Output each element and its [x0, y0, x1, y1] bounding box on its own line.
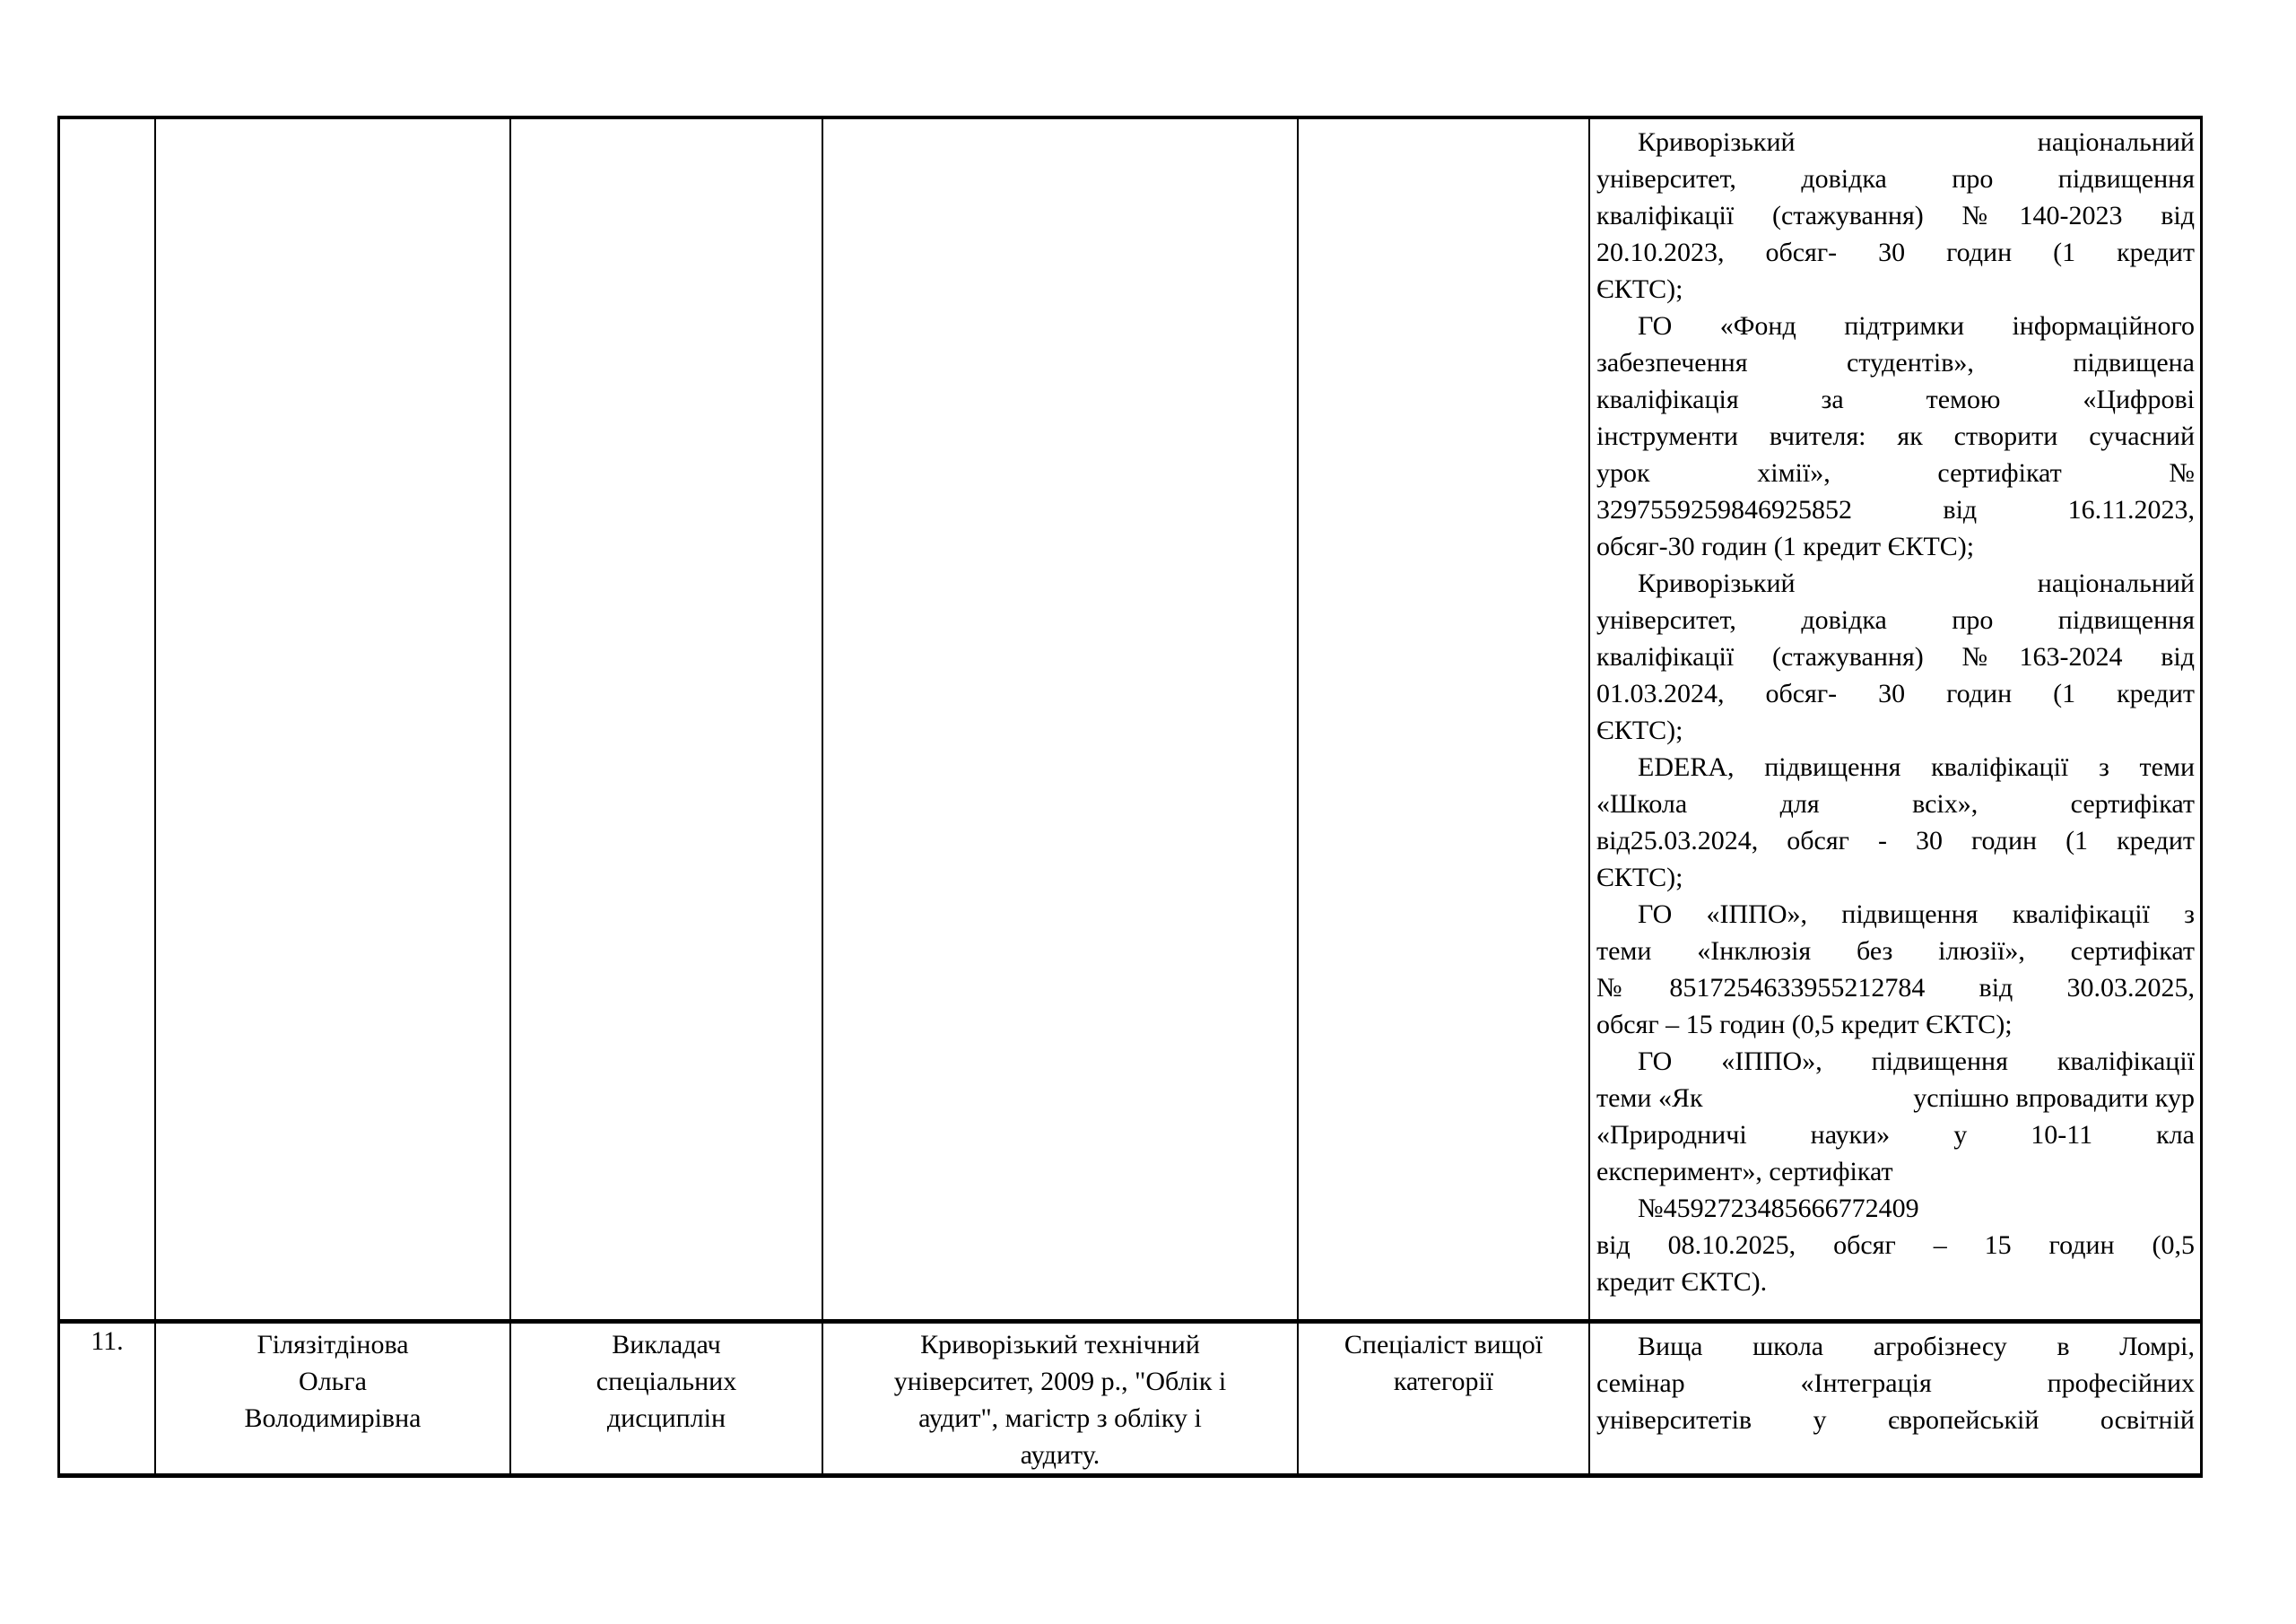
text-line: №8517254633955212784 від 30.03.2025, — [1596, 973, 2195, 1003]
qualification-cell — [1590, 119, 2200, 1319]
text-line: університет, довідка про підвищення — [1596, 164, 2195, 194]
text-line: кредит ЄКТС). — [1596, 1267, 1768, 1297]
text-fragment: теми «Як — [1596, 1083, 1703, 1113]
text-line: Ольга — [299, 1367, 367, 1396]
text-line: ЄКТС); — [1596, 863, 1683, 892]
text-line: Криворізький національний — [1638, 127, 2195, 157]
text-line: теми «Інклюзія без ілюзії», сертифікат — [1596, 936, 2195, 966]
row-number-cell — [60, 119, 156, 1319]
text-line: ГО «Фонд підтримки інформаційного — [1638, 311, 2195, 341]
teacher-name-cell — [156, 1324, 511, 1473]
text-line: Спеціаліст вищої — [1344, 1330, 1544, 1359]
text-line: 01.03.2024, обсяг- 30 годин (1 кредит — [1596, 679, 2195, 708]
text-line: 3297559259846925852 від 16.11.2023, — [1596, 495, 2195, 525]
text-line: EDERA, підвищення кваліфікації з теми — [1638, 752, 2195, 782]
position-cell — [511, 1324, 823, 1473]
text-line: 20.10.2023, обсяг- 30 годин (1 кредит — [1596, 238, 2195, 267]
text-line: семінар «Інтеграція професійних — [1596, 1368, 2195, 1398]
text-line: Володимирівна — [244, 1403, 422, 1433]
position-cell — [511, 119, 823, 1319]
text-line: «Школа для всіх», сертифікат — [1596, 789, 2195, 819]
text-line: експеримент», сертифікат — [1596, 1157, 1893, 1186]
text-line: університет, 2009 р., "Облік і — [893, 1367, 1227, 1396]
text-line: обсяг-30 годин (1 кредит ЄКТС); — [1596, 532, 1975, 561]
text-fragment: успішно впровадити кур — [1913, 1083, 2195, 1113]
text-line: аудит", магістр з обліку і — [918, 1403, 1202, 1433]
qualification-cell — [1590, 1324, 2200, 1473]
text-line: аудиту. — [1020, 1440, 1100, 1470]
text-line: Гілязітдінова — [257, 1330, 409, 1359]
text-line: ЄКТС); — [1596, 274, 1683, 304]
text-line: кваліфікації (стажування) №163-2024 від — [1596, 642, 2195, 672]
category-cell — [1299, 1324, 1590, 1473]
text-line: Криворізький технічний — [920, 1330, 1200, 1359]
text-line: кваліфікації (стажування) №140-2023 від — [1596, 201, 2195, 230]
text-line: «Природничі науки» у 10-11 кла — [1596, 1120, 2195, 1150]
text-line: №4592723485666772409 — [1638, 1194, 1919, 1223]
text-line: ГО «ІППО», підвищення кваліфікації — [1638, 1046, 2195, 1076]
text-line: інструменти вчителя: як створити сучасний — [1596, 421, 2195, 451]
text-line: забезпечення студентів», підвищена — [1596, 348, 2195, 378]
text-line: Вища школа агробізнесу в Ломрі, — [1638, 1332, 2195, 1361]
text-line: обсяг – 15 годин (0,5 кредит ЄКТС); — [1596, 1010, 2013, 1039]
text-line: Викладач — [612, 1330, 721, 1359]
teachers-qualification-table — [57, 116, 2203, 1478]
text-line: ГО «ІППО», підвищення кваліфікації з — [1638, 899, 2195, 929]
text-line: ЄКТС); — [1596, 716, 1683, 745]
text-line: університет, довідка про підвищення — [1596, 605, 2195, 635]
text-line: університетів у європейській освітній — [1596, 1405, 2195, 1435]
education-cell — [823, 119, 1299, 1319]
text-line: кваліфікація за темою «Цифрові — [1596, 385, 2195, 414]
table-row-11 — [60, 1324, 2200, 1473]
text-line: урок хімії», сертифікат № — [1596, 458, 2195, 488]
row-number-cell: 11. — [60, 1324, 156, 1473]
text-line: категорії — [1393, 1367, 1494, 1396]
text-line: спеціальних — [596, 1367, 737, 1396]
teacher-name-cell — [156, 119, 511, 1319]
text-line — [1596, 1080, 2195, 1116]
text-line: від25.03.2024, обсяг - 30 годин (1 кредит — [1596, 826, 2195, 855]
text-line: від 08.10.2025, обсяг – 15 годин (0,5 — [1596, 1230, 2195, 1260]
text-line: дисциплін — [606, 1403, 726, 1433]
education-cell — [823, 1324, 1299, 1473]
category-cell — [1299, 119, 1590, 1319]
text-line: Криворізький національний — [1638, 569, 2195, 598]
table-row-partial — [60, 119, 2200, 1324]
